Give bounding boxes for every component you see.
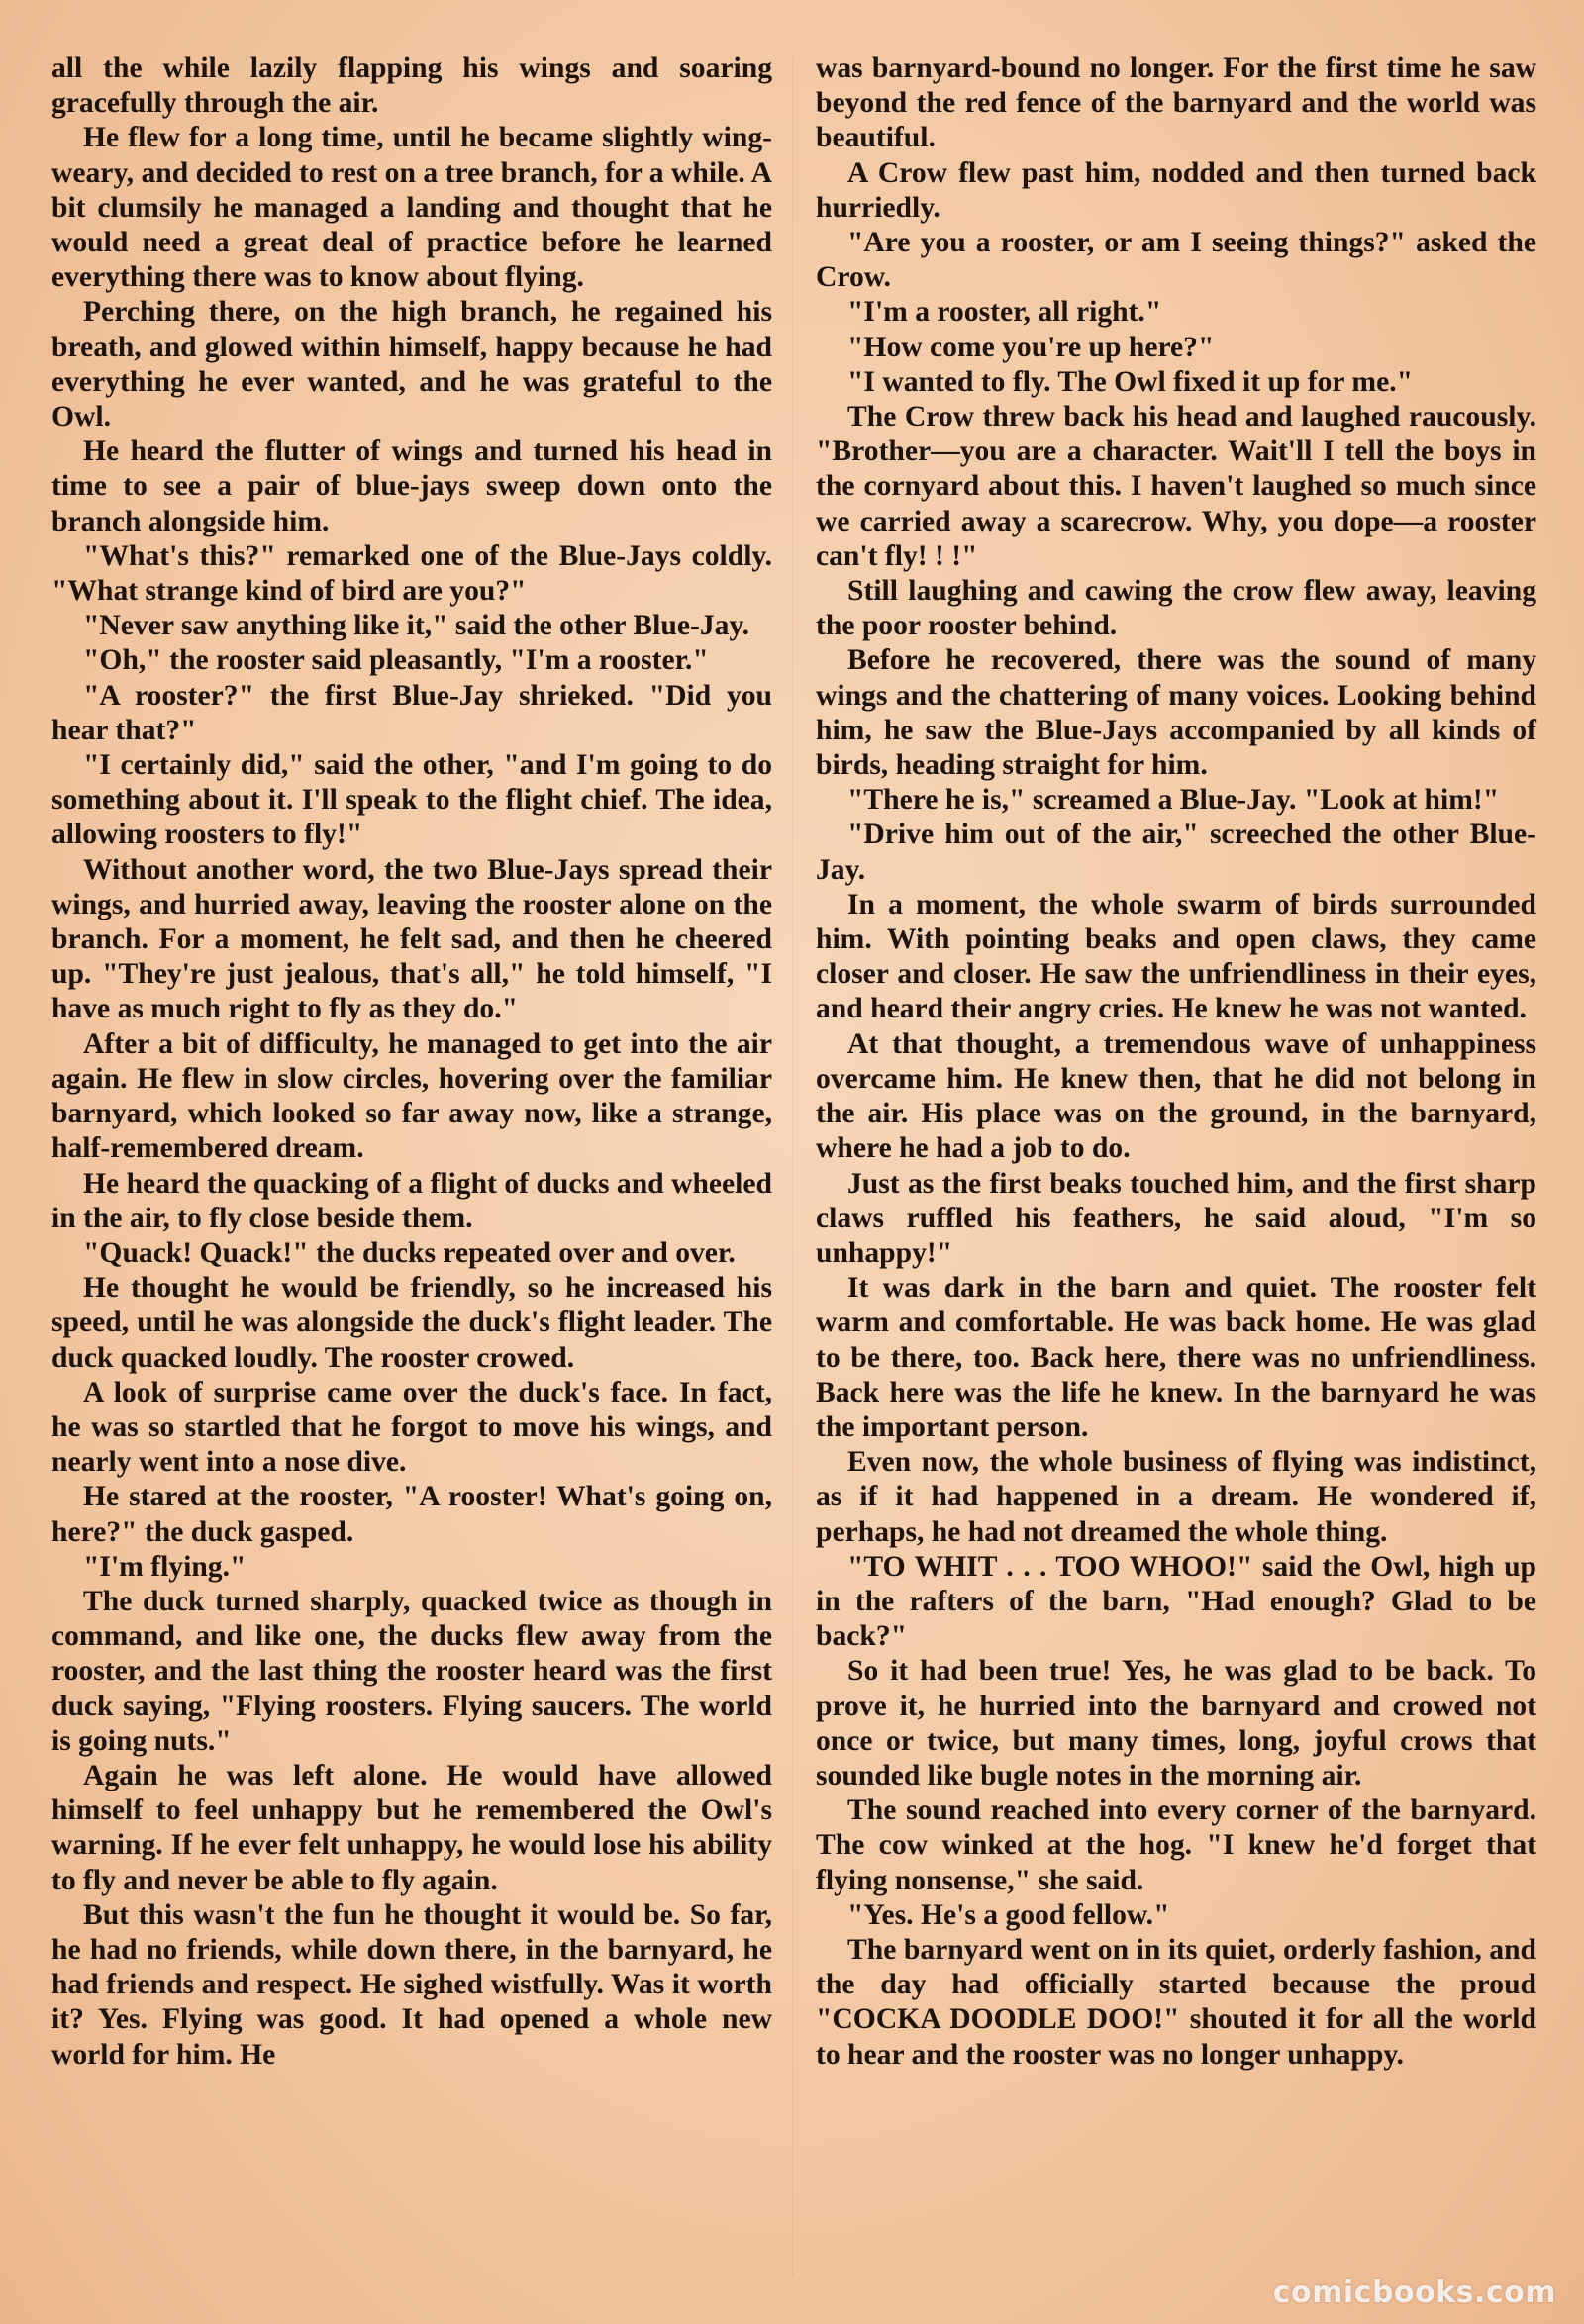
story-paragraph: In a moment, the whole swarm of birds surrounded him. With pointing beaks and open claws, they came closer and closer. He saw the unfriendliness in their eyes, and heard their angry cries. He knew he was not wanted. (816, 888, 1536, 1025)
story-paragraph: "Yes. He's a good fellow." (847, 1898, 1170, 1931)
story-paragraph: Even now, the whole business of flying was indistinct, as if it had happened in a dream. He wondered if, perhaps, he had not dreamed the whole thing. (816, 1446, 1536, 1548)
story-paragraph: The duck turned sharply, quacked twice as though in command, and like one, the ducks flew away from the rooster, and the last thing the rooster heard was the first duck saying, "Flying roosters. Flying saucers. The world is going nuts." (51, 1585, 772, 1757)
story-paragraph: "I'm a rooster, all right." (847, 296, 1162, 329)
story-paragraph: A look of surprise came over the duck's face. In fact, he was so startled that he forgot to move his wings, and nearly went into a nose dive. (51, 1376, 772, 1479)
story-paragraph: was barnyard-bound no longer. For the first time he saw beyond the red fence of the barnyard and the world was beautiful. (816, 52, 1536, 154)
story-paragraph: But this wasn't the fun he thought it would be. So far, he had no friends, while down there, in the barnyard, he had friends and respect. He sighed wistfully. Was it worth it? Yes. Flying was good. It had opened a whole new world for him. He (51, 1898, 772, 2071)
story-paragraph: At that thought, a tremendous wave of unhappiness overcame him. He knew then, that he did not belong in the air. His place was on the ground, in the barnyard, where he had a job to do. (816, 1027, 1536, 1165)
column-gutter (792, 59, 793, 2276)
story-paragraph: He heard the quacking of a flight of ducks and wheeled in the air, to fly close beside them. (51, 1167, 772, 1234)
story-paragraph: "I wanted to fly. The Owl fixed it up for me." (847, 365, 1414, 398)
story-paragraph: After a bit of difficulty, he managed to get into the air again. He flew in slow circles, hovering over the familiar barnyard, which looked so far away now, like a strange, half-remembered dream. (51, 1027, 772, 1165)
story-paragraph: He stared at the rooster, "A rooster! What's going on, here?" the duck gasped. (51, 1481, 772, 1548)
story-paragraph: "There he is," screamed a Blue-Jay. "Look at him!" (847, 784, 1500, 817)
story-paragraph: A Crow flew past him, nodded and then turned back hurriedly. (816, 156, 1536, 224)
story-paragraph: "Never saw anything like it," said the other Blue-Jay. (83, 610, 749, 642)
story-paragraph: Just as the first beaks touched him, and the first sharp claws ruffled his feathers, he said aloud, "I'm so unhappy!" (816, 1167, 1536, 1269)
story-paragraph: He heard the flutter of wings and turned his head in time to see a pair of blue-jays sweep down onto the branch alongside him. (51, 436, 772, 537)
story-paragraph: Again he was left alone. He would have allowed himself to feel unhappy but he remembered the Owl's warning. If he ever felt unhappy, he would lose his ability to fly and never be able to fly again. (51, 1759, 772, 1896)
right-text-column (816, 51, 1536, 2073)
story-paragraph: So it had been true! Yes, he was glad to be back. To prove it, he hurried into the barnyard and crowed not once or twice, but many times, long, joyful crows that sounded like bugle notes in the morning air. (816, 1655, 1536, 1791)
story-paragraph: The sound reached into every corner of the barnyard. The cow winked at the hog. "I knew he'd forget that flying nonsense," she said. (816, 1794, 1536, 1896)
story-paragraph: all the while lazily flapping his wings and soaring gracefully through the air. (51, 52, 772, 120)
story-paragraph: "Are you a rooster, or am I seeing things?" asked the Crow. (816, 227, 1536, 294)
story-paragraph: "TO WHIT . . . TOO WHOO!" said the Owl, high up in the rafters of the barn, "Had enough? Glad to be back?" (816, 1550, 1536, 1653)
story-paragraph: "Oh," the rooster said pleasantly, "I'm a rooster." (83, 644, 709, 677)
story-paragraph: "How come you're up here?" (847, 331, 1215, 363)
story-paragraph: "I'm flying." (83, 1550, 247, 1583)
story-paragraph: Still laughing and cawing the crow flew away, leaving the poor rooster behind. (816, 575, 1536, 642)
story-paragraph: "A rooster?" the first Blue-Jay shrieked. "Did you hear that?" (51, 679, 772, 746)
story-paragraph: The barnyard went on in its quiet, orderly fashion, and the day had officially started because the proud "COCKA DOODLE DOO!" shouted it for all the world to hear and the rooster was no longer unhappy. (816, 1933, 1536, 2071)
story-paragraph: Without another word, the two Blue-Jays spread their wings, and hurried away, leaving the rooster alone on the branch. For a moment, he felt sad, and then he cheered up. "They're just jealous, that's all," he told himself, "I have as much right to fly as they do." (51, 853, 772, 1025)
story-paragraph: He flew for a long time, until he became slightly wing-weary, and decided to rest on a tree branch, for a while. A bit clumsily he managed a landing and thought that he would need a great deal of practice before he learned everything there was to know about flying. (51, 122, 772, 294)
story-paragraph: The Crow threw back his head and laughed raucously. "Brother—you are a character. Wait'll I tell the boys in the cornyard about this. I haven't laughed so much since we carried away a scarecrow. Why, you dope—a rooster can't fly! ! !" (816, 401, 1536, 572)
story-paragraph: He thought he would be friendly, so he increased his speed, until he was alongside the duck's flight leader. The duck quacked loudly. The rooster crowed. (51, 1272, 772, 1374)
story-paragraph: "Drive him out of the air," screeched the other Blue-Jay. (816, 819, 1536, 886)
story-paragraph: Perching there, on the high branch, he regained his breath, and glowed within himself, happy because he had everything he ever wanted, and he was grateful to the Owl. (51, 296, 772, 434)
story-paragraph: "Quack! Quack!" the ducks repeated over and over. (83, 1236, 736, 1269)
story-paragraph: "I certainly did," said the other, "and I'm going to do something about it. I'll speak to the flight chief. The idea, allowing roosters to fly!" (51, 749, 772, 851)
story-paragraph: Before he recovered, there was the sound of many wings and the chattering of many voices. Looking behind him, he saw the Blue-Jays accompanied by all kinds of birds, heading straight for him. (816, 644, 1536, 782)
site-watermark: comicbooks.com (1272, 2276, 1556, 2310)
story-paragraph: "What's this?" remarked one of the Blue-Jays coldly. "What strange kind of bird are you?" (51, 539, 772, 608)
story-paragraph: It was dark in the barn and quiet. The rooster felt warm and comfortable. He was back home. He was glad to be there, too. Back here, there was no unfriendliness. Back here was the life he knew. In the barnyard he was the important person. (816, 1272, 1536, 1443)
left-text-column (51, 51, 772, 2073)
